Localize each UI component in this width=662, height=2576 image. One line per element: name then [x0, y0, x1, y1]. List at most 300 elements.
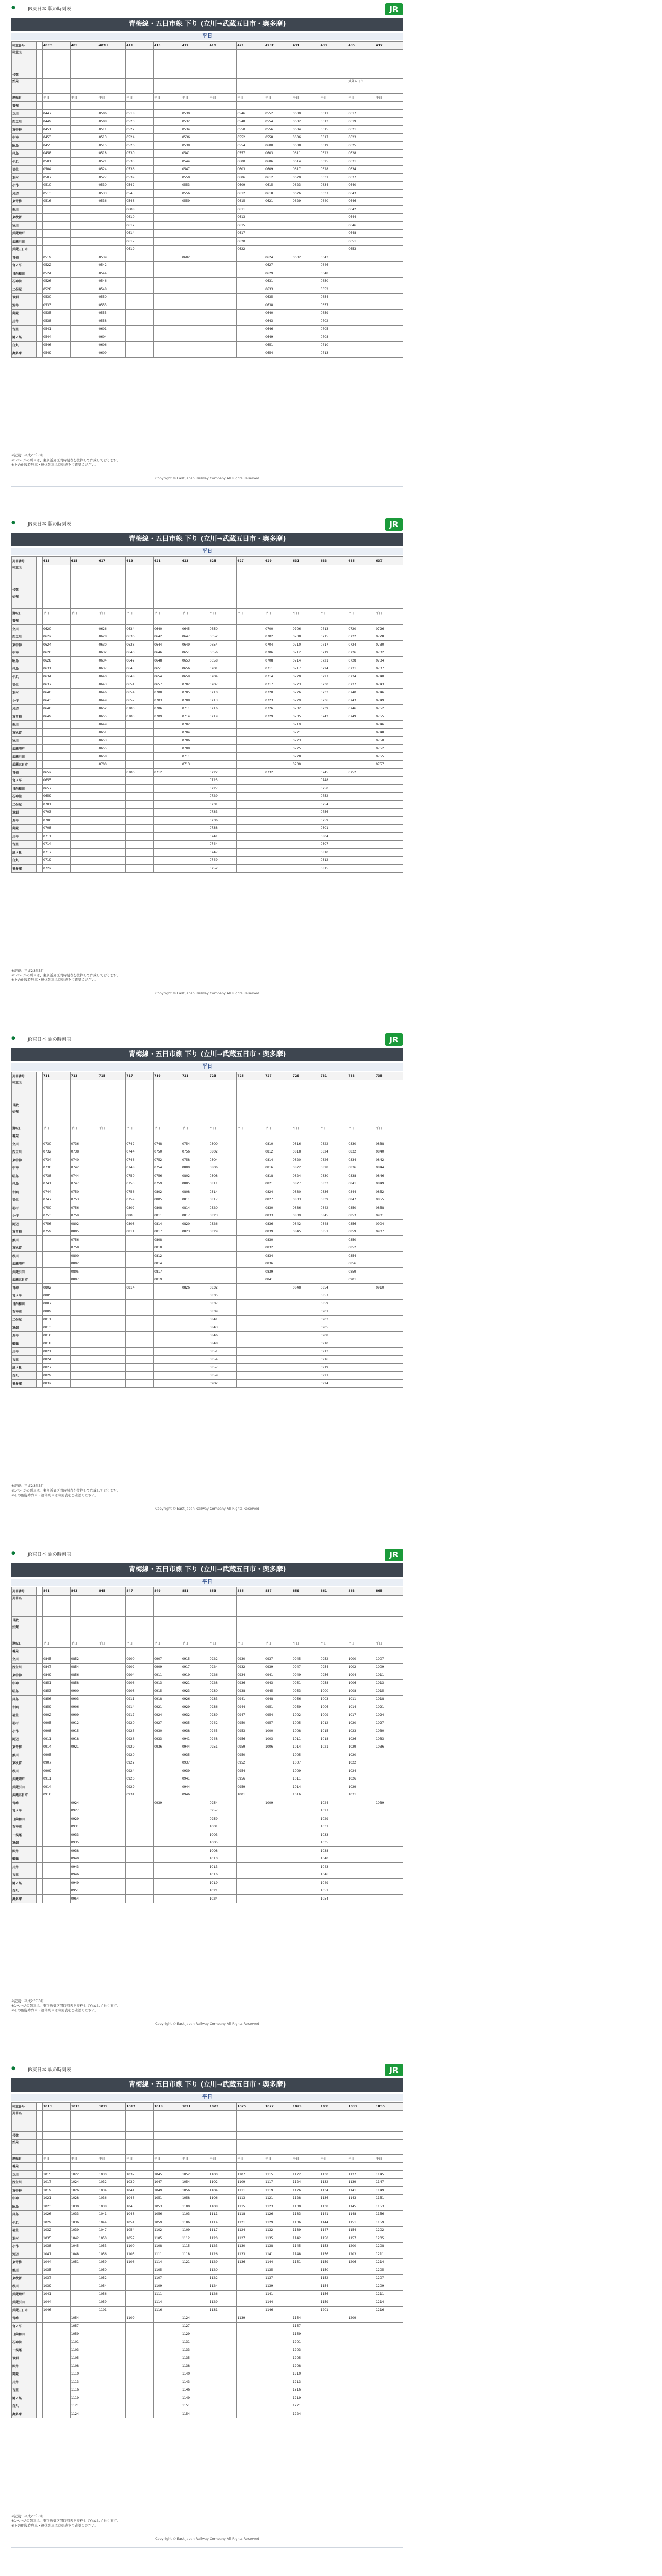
row-label: 羽村 — [12, 1719, 37, 1727]
arr-dep-marker — [37, 1751, 43, 1759]
time-cell — [98, 1791, 126, 1799]
time-cell — [181, 261, 209, 269]
time-cell — [181, 1292, 209, 1300]
time-cell — [292, 79, 320, 94]
arr-dep-marker — [37, 1212, 43, 1220]
time-cell — [347, 2394, 375, 2402]
time-cell: 0848 — [320, 1220, 347, 1228]
train-number: 859 — [292, 1587, 320, 1596]
train-number: 1011 — [43, 2103, 71, 2111]
time-cell: 0721 — [292, 728, 320, 737]
time-cell — [126, 1324, 154, 1332]
timetable-row — [12, 1616, 403, 1624]
arr-dep-marker — [37, 2370, 43, 2378]
time-cell — [292, 333, 320, 342]
time-cell: 0506 — [98, 110, 126, 118]
time-cell: 0748 — [126, 1164, 154, 1172]
train-number: 853 — [209, 1587, 237, 1596]
time-cell: 0833 — [292, 1196, 320, 1204]
timetable-row — [12, 1655, 403, 1664]
time-cell — [237, 1807, 264, 1815]
row-label: 河辺 — [12, 1735, 37, 1743]
time-cell — [237, 824, 264, 833]
train-number: 413 — [154, 42, 181, 50]
time-cell — [264, 1132, 292, 1140]
time-cell: 1128 — [292, 2194, 320, 2202]
time-cell — [237, 2338, 264, 2346]
time-cell: 平日 — [375, 1124, 403, 1132]
time-cell: 1120 — [209, 2234, 237, 2243]
time-cell — [347, 721, 375, 729]
time-cell: 1009 — [375, 1663, 403, 1671]
time-cell: 0901 — [320, 1308, 347, 1316]
time-cell — [209, 744, 237, 753]
time-cell — [126, 2131, 154, 2140]
time-cell: 1224 — [292, 2410, 320, 2418]
time-cell — [181, 1355, 209, 1364]
time-cell: 0705 — [320, 325, 347, 333]
time-cell — [181, 1132, 209, 1140]
time-cell — [264, 1823, 292, 1831]
timetable-row — [12, 190, 403, 198]
time-cell: 1039 — [126, 2178, 154, 2187]
time-cell: 0932 — [237, 1663, 264, 1671]
time-cell — [98, 617, 126, 625]
timetable-row — [12, 808, 403, 817]
arr-dep-marker — [37, 1727, 43, 1735]
time-cell — [237, 1156, 264, 1164]
time-cell — [264, 1109, 292, 1124]
time-cell: 1029 — [347, 1743, 375, 1751]
time-cell — [70, 565, 98, 586]
time-cell: 1113 — [70, 2378, 98, 2386]
time-cell: 1037 — [43, 2274, 71, 2282]
time-cell: 0455 — [43, 142, 71, 150]
arr-dep-marker — [37, 1799, 43, 1807]
time-cell — [264, 1879, 292, 1887]
time-cell: 1216 — [292, 2386, 320, 2394]
time-cell — [264, 744, 292, 753]
time-cell — [264, 1807, 292, 1815]
footnote-line: ※1ページの列車は、東京近郊区間時刻表を抜粋して作成しております。 — [11, 458, 120, 462]
timetable-row — [12, 1791, 403, 1799]
time-cell — [70, 673, 98, 681]
time-cell: 0829 — [209, 1228, 237, 1236]
time-cell: 1102 — [209, 2178, 237, 2187]
timetable-row — [12, 126, 403, 134]
time-cell — [237, 2362, 264, 2370]
time-cell — [237, 1647, 264, 1655]
row-label: 白丸 — [12, 1887, 37, 1895]
arr-dep-marker — [37, 2266, 43, 2275]
time-cell: 0821 — [43, 1348, 71, 1356]
time-cell: 0535 — [43, 309, 71, 317]
time-cell: 1027 — [320, 1807, 347, 1815]
time-cell: 0611 — [292, 149, 320, 158]
time-cell: 0654 — [320, 293, 347, 301]
time-cell: 0737 — [347, 681, 375, 689]
time-cell — [375, 1647, 403, 1655]
time-cell — [98, 1624, 126, 1639]
time-cell: 0701 — [209, 665, 237, 673]
timetable-row — [12, 785, 403, 793]
row-label: 青梅 — [12, 1799, 37, 1807]
timetable-row — [12, 1340, 403, 1348]
time-cell — [154, 737, 181, 745]
row-label: 始発 — [12, 1109, 37, 1124]
time-cell — [237, 1895, 264, 1903]
time-cell — [237, 1140, 264, 1148]
row-label: 東中神 — [12, 126, 37, 134]
row-label: 東中神 — [12, 2187, 37, 2195]
time-cell — [154, 261, 181, 269]
time-cell — [98, 49, 126, 71]
time-cell — [264, 79, 292, 94]
time-cell: 武蔵五日市 — [347, 79, 375, 94]
timetable-row — [12, 565, 403, 586]
time-cell: 1121 — [70, 2402, 98, 2410]
time-cell — [98, 1364, 126, 1372]
row-label: 武蔵五日市 — [12, 245, 37, 253]
time-cell — [237, 309, 264, 317]
time-cell — [70, 681, 98, 689]
time-cell — [375, 1332, 403, 1340]
time-cell — [154, 1324, 181, 1332]
time-cell: 0625 — [320, 158, 347, 166]
time-cell — [70, 2162, 98, 2171]
time-cell: 1016 — [292, 1791, 320, 1799]
time-cell — [126, 1887, 154, 1895]
timetable-row — [12, 149, 403, 158]
time-cell — [347, 1839, 375, 1847]
arr-dep-marker — [37, 1252, 43, 1260]
time-cell — [375, 293, 403, 301]
time-cell: 0859 — [209, 1371, 237, 1380]
timetable-row — [12, 2194, 403, 2202]
time-cell: 0900 — [126, 1655, 154, 1664]
time-cell — [375, 840, 403, 849]
time-cell — [347, 277, 375, 285]
time-cell — [181, 1847, 209, 1855]
time-cell: 0948 — [264, 1695, 292, 1703]
time-cell — [209, 1751, 237, 1759]
time-cell — [154, 1855, 181, 1863]
time-cell: 0814 — [209, 1188, 237, 1196]
time-cell: 1001 — [209, 1823, 237, 1831]
time-cell — [98, 1743, 126, 1751]
time-cell: 0726 — [292, 689, 320, 697]
time-cell — [264, 1595, 292, 1616]
time-cell — [347, 1616, 375, 1624]
time-cell: 0513 — [98, 133, 126, 142]
time-cell — [98, 1815, 126, 1823]
time-cell — [98, 1703, 126, 1711]
time-cell — [292, 71, 320, 79]
time-cell — [98, 1292, 126, 1300]
arr-dep-marker — [37, 174, 43, 182]
time-cell — [126, 101, 154, 110]
time-cell — [209, 333, 237, 342]
time-cell: 1011 — [292, 1735, 320, 1743]
time-cell — [43, 2110, 71, 2131]
time-cell — [347, 101, 375, 110]
time-cell — [126, 728, 154, 737]
train-number: 723 — [209, 1072, 237, 1080]
time-cell: 0752 — [375, 744, 403, 753]
time-cell — [237, 856, 264, 865]
time-cell — [209, 79, 237, 94]
time-cell — [209, 253, 237, 262]
timetable-page — [0, 515, 662, 1030]
time-cell: 0910 — [375, 1284, 403, 1292]
time-cell — [237, 1340, 264, 1348]
time-cell: 1029 — [320, 1815, 347, 1823]
time-cell: 0634 — [347, 165, 375, 174]
time-cell — [181, 2140, 209, 2155]
row-label: 昭島 — [12, 1687, 37, 1696]
arr-dep-marker — [37, 253, 43, 262]
time-cell: 1030 — [375, 1727, 403, 1735]
time-cell: 1210 — [292, 2370, 320, 2378]
row-label: 小作 — [12, 697, 37, 705]
time-cell — [292, 245, 320, 253]
time-cell — [347, 1895, 375, 1903]
time-cell — [237, 1624, 264, 1639]
time-cell — [375, 245, 403, 253]
arr-dep-marker — [37, 1695, 43, 1703]
time-cell — [209, 301, 237, 310]
time-cell — [347, 2346, 375, 2354]
time-cell — [237, 833, 264, 841]
arr-dep-marker — [37, 728, 43, 737]
time-cell — [98, 594, 126, 609]
time-cell: 0810 — [264, 1140, 292, 1148]
row-label: 立川 — [12, 1655, 37, 1664]
train-number: 421 — [237, 42, 264, 50]
time-cell — [209, 309, 237, 317]
time-cell — [154, 594, 181, 609]
time-cell — [237, 1268, 264, 1276]
train-number: 407H — [98, 42, 126, 50]
time-cell — [237, 1220, 264, 1228]
arr-dep-marker — [37, 649, 43, 657]
time-cell — [181, 785, 209, 793]
time-cell — [264, 1759, 292, 1767]
row-label: 宮ノ平 — [12, 1292, 37, 1300]
time-cell — [126, 1647, 154, 1655]
row-label: 武蔵引田 — [12, 238, 37, 246]
time-cell: 0602 — [292, 117, 320, 126]
copyright: Copyright © East Japan Railway Company All Rights Reserved — [155, 476, 259, 480]
time-cell — [154, 2402, 181, 2410]
time-cell: 0640 — [320, 197, 347, 206]
brand-icon: ● — [11, 5, 15, 10]
time-cell — [237, 2386, 264, 2394]
time-cell: 1101 — [98, 2306, 126, 2314]
timetable-row — [12, 1711, 403, 1719]
time-cell — [264, 1292, 292, 1300]
time-cell — [264, 238, 292, 246]
time-cell — [237, 792, 264, 801]
time-cell — [181, 1332, 209, 1340]
time-cell: 1144 — [264, 2298, 292, 2307]
time-cell: 1123 — [209, 2242, 237, 2250]
row-label: 白丸 — [12, 341, 37, 349]
time-cell — [375, 1080, 403, 1101]
timetable-row — [12, 849, 403, 857]
time-cell: 0926 — [126, 1775, 154, 1783]
time-cell: 1136 — [237, 2258, 264, 2266]
time-cell: 0657 — [154, 681, 181, 689]
time-cell — [320, 1751, 347, 1759]
arr-dep-marker — [37, 1204, 43, 1212]
time-cell: 0649 — [181, 641, 209, 649]
row-label: 列車番号 — [12, 42, 37, 50]
time-cell — [126, 2266, 154, 2275]
row-label: 熊川 — [12, 2266, 37, 2275]
time-cell: 0938 — [181, 1727, 209, 1735]
time-cell: 0749 — [347, 713, 375, 721]
time-cell: 0738 — [43, 1172, 71, 1180]
time-cell: 1134 — [320, 2187, 347, 2195]
time-cell — [181, 206, 209, 214]
timetable-row — [12, 1799, 403, 1807]
arr-dep-marker — [37, 79, 43, 94]
time-cell: 0915 — [70, 1727, 98, 1735]
arr-dep-marker — [37, 1340, 43, 1348]
time-cell — [98, 2394, 126, 2402]
time-cell: 0628 — [347, 149, 375, 158]
time-cell — [154, 269, 181, 278]
time-cell — [292, 1332, 320, 1340]
arr-dep-marker — [37, 2282, 43, 2291]
time-cell: 平日 — [237, 94, 264, 102]
row-label: 秋川 — [12, 1252, 37, 1260]
time-cell: 0600 — [264, 142, 292, 150]
row-label: 石神前 — [12, 1308, 37, 1316]
time-cell — [375, 1380, 403, 1388]
time-cell: 1018 — [375, 1695, 403, 1703]
time-cell — [347, 1831, 375, 1839]
time-cell: 平日 — [154, 609, 181, 617]
time-cell: 0654 — [264, 349, 292, 358]
time-cell — [154, 117, 181, 126]
time-cell — [209, 2402, 237, 2410]
time-cell: 0652 — [209, 633, 237, 641]
brand-text: JR東日本 駅の時刻表 — [28, 7, 71, 12]
time-cell — [375, 1371, 403, 1380]
timetable-row — [12, 1332, 403, 1340]
time-cell: 1053 — [154, 2202, 181, 2211]
time-cell: 0844 — [347, 1188, 375, 1196]
time-cell — [126, 1371, 154, 1380]
time-cell — [320, 2322, 347, 2330]
time-cell: 0838 — [347, 1172, 375, 1180]
time-cell: 0713 — [209, 697, 237, 705]
time-cell: 1041 — [43, 2250, 71, 2259]
time-cell — [375, 277, 403, 285]
time-cell: 0913 — [154, 1679, 181, 1687]
time-cell: 0731 — [209, 801, 237, 809]
time-cell: 0715 — [320, 633, 347, 641]
time-cell: 0733 — [209, 808, 237, 817]
time-cell — [126, 1236, 154, 1244]
time-cell: 1038 — [43, 2242, 71, 2250]
time-cell: 0828 — [320, 1164, 347, 1172]
timetable-row — [12, 1148, 403, 1156]
time-cell — [292, 776, 320, 785]
time-cell — [264, 1284, 292, 1292]
time-cell: 0856 — [70, 1671, 98, 1680]
timetable-row — [12, 665, 403, 673]
time-cell: 1054 — [70, 2314, 98, 2323]
time-cell: 1005 — [292, 1751, 320, 1759]
time-cell — [264, 1647, 292, 1655]
time-cell — [43, 1647, 71, 1655]
time-cell: 1115 — [237, 2202, 264, 2211]
time-cell: 0640 — [347, 181, 375, 190]
time-cell: 0956 — [237, 1775, 264, 1783]
time-cell: 0612 — [264, 174, 292, 182]
time-cell — [320, 2140, 347, 2155]
time-cell — [320, 1791, 347, 1799]
row-label: 福生 — [12, 681, 37, 689]
row-label: 牛浜 — [12, 2218, 37, 2227]
time-cell: 1020 — [347, 1751, 375, 1759]
time-cell — [320, 2394, 347, 2402]
time-cell — [98, 849, 126, 857]
timetable-row — [12, 309, 403, 317]
timetable-row — [12, 1679, 403, 1687]
time-cell — [320, 1647, 347, 1655]
time-cell: 0802 — [154, 1188, 181, 1196]
time-cell — [154, 744, 181, 753]
time-cell: 0814 — [154, 1260, 181, 1268]
train-number: 629 — [264, 557, 292, 565]
time-cell: 0936 — [237, 1679, 264, 1687]
time-cell: 平日 — [292, 2155, 320, 2163]
row-label: 石神前 — [12, 277, 37, 285]
time-cell — [375, 1300, 403, 1308]
time-cell — [181, 269, 209, 278]
train-number: 1023 — [209, 2103, 237, 2111]
train-number: 843 — [70, 1587, 98, 1596]
time-cell — [264, 594, 292, 609]
time-cell — [237, 744, 264, 753]
time-cell: 1206 — [347, 2258, 375, 2266]
time-cell: 0802 — [126, 1204, 154, 1212]
time-cell — [98, 101, 126, 110]
arr-dep-marker — [37, 2386, 43, 2394]
time-cell — [292, 1371, 320, 1380]
time-cell — [70, 1371, 98, 1380]
time-cell: 0608 — [126, 206, 154, 214]
arr-dep-marker — [37, 1324, 43, 1332]
time-cell — [375, 174, 403, 182]
time-cell — [209, 269, 237, 278]
time-cell — [181, 1879, 209, 1887]
time-cell — [70, 1348, 98, 1356]
time-cell: 0859 — [320, 1300, 347, 1308]
time-cell: 0809 — [43, 1308, 71, 1316]
time-cell — [126, 849, 154, 857]
row-label: 着発 — [12, 1132, 37, 1140]
time-cell: 0847 — [347, 1196, 375, 1204]
time-cell — [154, 2386, 181, 2394]
time-cell: 1015 — [375, 1687, 403, 1696]
timetable-row — [12, 2274, 403, 2282]
time-cell — [264, 801, 292, 809]
